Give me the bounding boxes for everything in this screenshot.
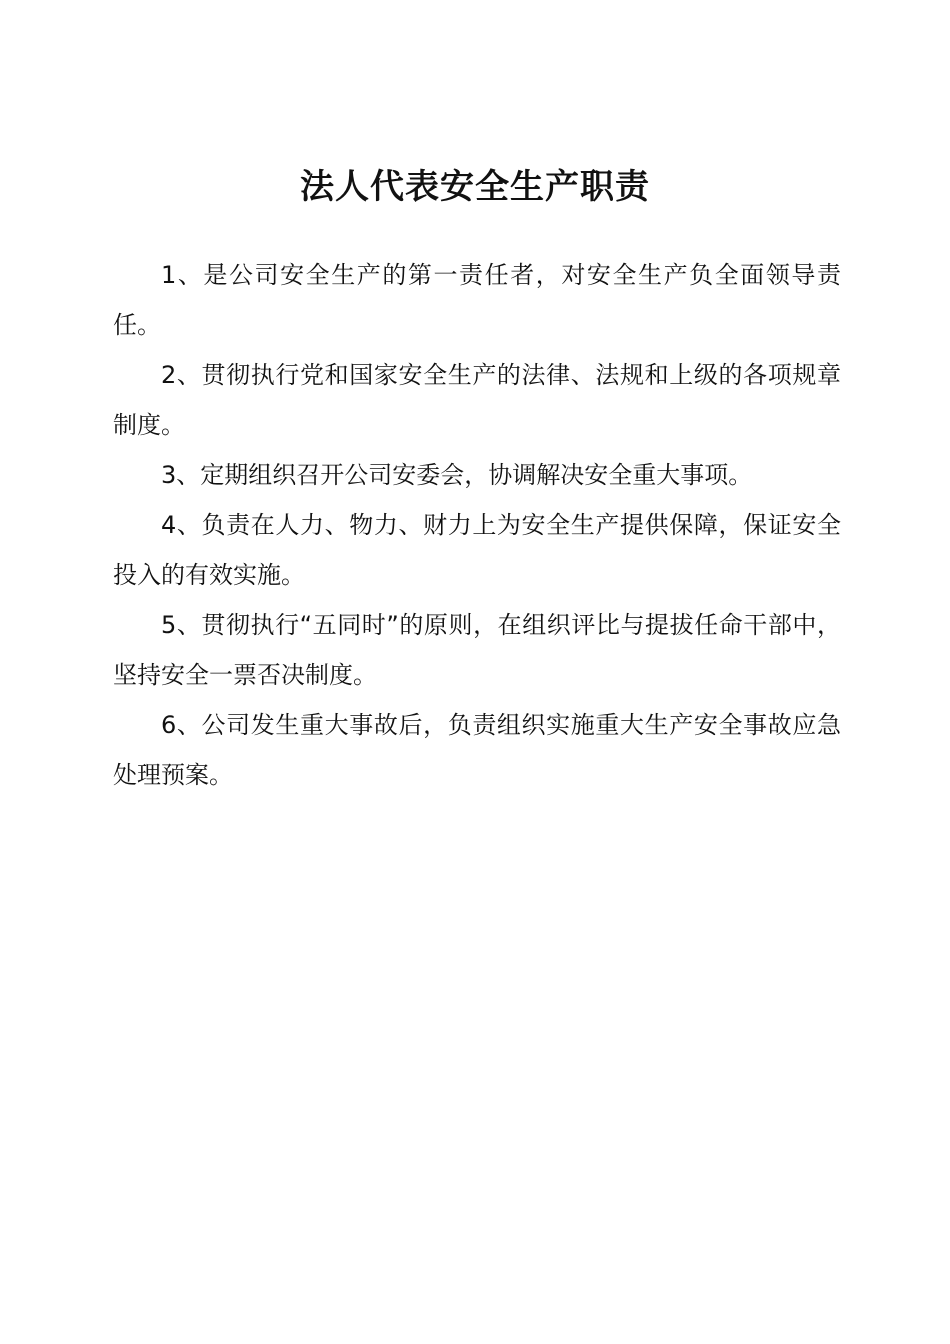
duty-item-6: 6、公司发生重大事故后，负责组织实施重大生产安全事故应急处理预案。 (113, 711, 841, 789)
duty-item-5: 5、贯彻执行“五同时”的原则，在组织评比与提拔任命干部中，坚持安全一票否决制度。 (113, 611, 841, 689)
duty-item-2: 2、贯彻执行党和国家安全生产的法律、法规和上级的各项规章制度。 (113, 361, 841, 439)
document-title: 法人代表安全生产职责 (300, 166, 650, 207)
duty-item-4: 4、负责在人力、物力、财力上为安全生产提供保障，保证安全投入的有效实施。 (113, 511, 841, 589)
duty-item-1: 1、是公司安全生产的第一责任者，对安全生产负全面领导责任。 (113, 261, 841, 339)
document-body (113, 250, 841, 800)
duty-item-3: 3、定期组织召开公司安委会，协调解决安全重大事项。 (161, 461, 753, 489)
